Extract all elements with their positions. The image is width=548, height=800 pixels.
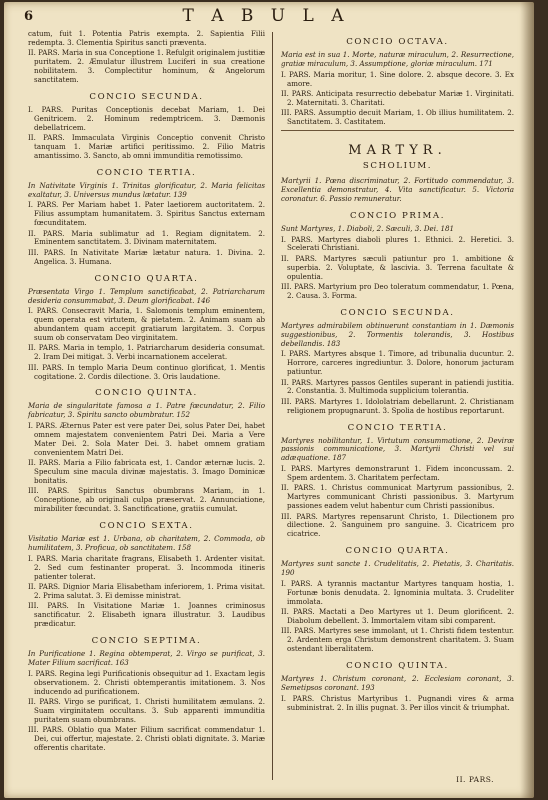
concio-section (281, 661, 514, 713)
page-header (18, 6, 514, 28)
concio-theme: Martyres admirabilem obtinuerunt constantiam in 1. Dæmonis suggestionibus, 2. Tormentis tolerandis, 3. Hostibus debellandis. 183 (281, 320, 514, 348)
pars-paragraph: I. PARS. Maria charitate fragrans, Elisabeth 1. Ardenter visitat. 2. Sed cum festinanter properat. 3. Incommoda itineris patienter tolerat. (28, 553, 265, 581)
scholium-theme: Martyrii 1. Pœna discriminatur, 2. Fortitudo commendatur, 3. Excellentia demonstratur, 4. Vita sanctificatur. 5. Victoria coronatur. 6. Passio remuneratur. (281, 175, 514, 203)
martyr-heading: MARTYR. (348, 143, 447, 159)
concio-title: CONCIO SECUNDA. (340, 307, 455, 318)
concio-title: CONCIO SECUNDA. (89, 91, 204, 102)
right-sections (281, 211, 514, 713)
pars-paragraph: III. PARS. Oblatio qua Mater Filium sacrificat commendatur 1. Dei, cui offertur, majestate. 2. Christi oblati dignitate. 3. Mariæ offerentis charitate. (28, 724, 265, 752)
pars-paragraph: I. PARS. Consecravit Maria, 1. Salomonis templum eminentem, quem operata est virtutem, & pietatem. 2. Animam suam ab abundantem quam accepit gratiarum largitatem. 3. Corpus suum ob conservatam Deo virginitatem. (28, 306, 265, 343)
concio-title: CONCIO SEPTIMA. (91, 635, 202, 646)
pars-paragraph: I. PARS. Regina legi Purificationis obsequitur ad 1. Exactam legis observationem. 2. Christi obtemperantis imitationem. 3. Nos inducendo ad purificationem. (28, 668, 265, 696)
right-top-sections (281, 37, 514, 127)
page-title: T A B U L A (182, 6, 350, 26)
pars-paragraph: I. PARS. Maria moritur, 1. Sine dolore. 2. absque decore. 3. Ex amore. (281, 69, 514, 88)
pars-paragraph: II. PARS. Martyres passos Gentiles superant in patiendi justitia. 2. Constantia. 3. Multimoda supplicium tolerantia. (281, 377, 514, 396)
pars-paragraph: I. PARS. Christus Martyribus 1. Pugnandi vires & arma subministrat. 2. In illis pugnat. 3. Per illos vincit & triumphat. (281, 693, 514, 712)
concio-title: CONCIO PRIMA. (349, 210, 446, 221)
pars-paragraph: I. PARS. A tyrannis mactantur Martyres tanquam hostia, 1. Fortunæ bonis denudata. 2. Ignominia multata. 3. Crudeliter immolata. (281, 579, 514, 606)
pars-paragraph: II. PARS. Maria sublimatur ad 1. Regiam dignitatem. 2. Eminentem sanctitatem. 3. Divinam maternitatem. (28, 228, 265, 247)
concio-section (281, 211, 514, 301)
pars-paragraph: II. PARS. 1. Christus communicat Martyrum passionibus, 2. Martyres communicant Christi passionibus. 3. Martyrum passiones eadem velut habentur cum Christi passionibus. (281, 483, 514, 511)
concio-theme: Martyres sunt sancte 1. Crudelitatis, 2. Pietatis, 3. Charitatis. 190 (281, 559, 514, 578)
concio-title: CONCIO TERTIA. (96, 167, 197, 178)
concio-title: CONCIO OCTAVA. (346, 37, 449, 47)
scholium-heading: SCHOLIUM. (362, 161, 433, 172)
concio-section (281, 423, 514, 540)
page-gutter-shadow (520, 2, 534, 798)
concio-theme: Maria de singularitate famosa a 1. Patre fœcundatur, 2. Filio fabricatur, 3. Spiritu sancto obumbratur. 152 (28, 401, 265, 420)
concio-section (28, 92, 265, 161)
pars-paragraph: II. PARS. Mactati a Deo Martyres ut 1. Deum glorificent. 2. Diabolum debellent. 3. Immortalem vitam sibi comparent. (281, 607, 514, 626)
pars-paragraph: I. PARS. Per Mariam habet 1. Pater laetiorem auctoritatem. 2. Filius assumptam humanitatem. 3. Spiritus Sanctus externam fœcunditatem. (28, 200, 265, 228)
left-intro (28, 30, 265, 85)
pars-paragraph: I. PARS. Martyres absque 1. Timore, ad tribunalia ducuntur. 2. Horrore, carceres ingrediuntur. 3. Dolore, honorum jacturam patiuntur. (281, 349, 514, 377)
pars-paragraph: II. PARS. Maria a Filio fabricata est, 1. Candor æternæ lucis. 2. Speculum sine macula divinæ majestatis. 3. Imago Dominicæ bonitatis. (28, 458, 265, 486)
left-column (28, 30, 265, 754)
pars-paragraph: II. PARS. Maria in templo, 1. Patriarcharum desideria consumat. 2. Iram Dei mitigat. 3. Verbi incarnationem accelerat. (28, 343, 265, 362)
concio-title: CONCIO QUINTA. (95, 388, 198, 399)
concio-title: CONCIO QUINTA. (346, 661, 449, 672)
pars-paragraph: II. PARS. Virgo se purificat, 1. Christi humilitatem æmulans. 2. Suam virginitatem occultans. 3. Sub apparenti immunditia puritatem suam obumbrans. (28, 696, 265, 724)
concio-theme: Martyres 1. Christum coronant, 2. Ecclesiam coronant, 3. Semetipsos coronant. 193 (281, 674, 514, 693)
concio-theme: Maria est in sua 1. Morte, naturæ miraculum, 2. Resurrectione, gratiæ miraculum, 3. Assumptione, gloriæ miraculum. 171 (281, 50, 514, 68)
column-divider (272, 32, 273, 780)
concio-title: CONCIO SEXTA. (99, 521, 194, 532)
concio-theme: Martyres nobilitantur, 1. Virtutum consummatione, 2. Deviræ passionis communicatione, 3. Martyrii Christi vel sui adæquatione. 187 (281, 435, 514, 463)
page-number: 6 (24, 9, 34, 24)
concio-theme: In Nativitate Virginis 1. Trinitas glorificatur, 2. Maria felicitas exaltatur, 3. Universus mundus lætatur. 139 (28, 180, 265, 199)
concio-title: CONCIO TERTIA. (347, 422, 448, 433)
pars-paragraph: III. PARS. Martyres 1. Idololatriam debellarunt. 2. Christianam religionem propugnarunt. 3. Spolia de hostibus reportarunt. (281, 396, 514, 415)
pars-paragraph: I. PARS. Martyres diaboli plures 1. Ethnici. 2. Heretici. 3. Scelerati Christiani. (281, 234, 514, 253)
pars-paragraph: II. PARS. Immaculata Virginis Conceptio convenit Christo tanquam 1. Mariæ artifici peritissimo. 2. Filio Matris amantissimo. 3. Sancto, ab omni immunditia remotissimo. (28, 132, 265, 160)
section-rule (281, 130, 514, 131)
right-column (281, 30, 514, 714)
pars-paragraph: I. PARS. Martyres demonstrarunt 1. Fidem inconcussam. 2. Spem ardentem. 3. Charitatem perfectam. (281, 464, 514, 483)
book-page (4, 2, 534, 798)
concio-theme: In Purificatione 1. Regina obtemperat, 2. Virgo se purificat, 3. Mater Filium sacrificat. 163 (28, 648, 265, 667)
concio-section (28, 636, 265, 753)
concio-section (28, 521, 265, 629)
pars-paragraph: III. PARS. In Nativitate Mariæ lætatur natura. 1. Divina. 2. Angelica. 3. Humana. (28, 247, 265, 266)
concio-theme: Visitatio Mariæ est 1. Urbana, ob charitatem, 2. Commoda, ob humilitatem, 3. Proficua, ob sanctitatem. 158 (28, 534, 265, 552)
concio-section (281, 546, 514, 654)
pars-paragraph: III. PARS. Martyres sese immolant, ut 1. Christi fidem testentur. 2. Ardentem erga Christum demonstrent charitatem. 3. Suam ostendant liberalitatem. (281, 626, 514, 654)
pars-paragraph: II. PARS. Dignior Maria Elisabetham inferiorem, 1. Prima visitat. 2. Prima salutat. 3. Ei demisse ministrat. (28, 582, 265, 600)
intro-paragraph: II. PARS. Maria in sua Conceptione 1. Refulgit originalem justitiæ puritatem. 2. Æmulatur illustrem Luciferi in sua creatione nobilitatem. 3. Complectitur hominum, & Angelorum sanctitatem. (28, 48, 265, 84)
concio-section (28, 388, 265, 514)
concio-section (281, 37, 514, 127)
pars-paragraph: II. PARS. Martyres sæculi patiuntur pro 1. ambitione & superbia. 2. Voluptate, & lascivia. 3. Terrena facultate & opulentia. (281, 253, 514, 281)
pars-paragraph: III. PARS. In templo Maria Deum continuo glorificat, 1. Mentis cogitatione. 2. Cordis dilectione. 3. Oris laudatione. (28, 362, 265, 381)
concio-title: CONCIO QUARTA. (345, 546, 450, 557)
concio-section (28, 274, 265, 382)
pars-paragraph: III. PARS. Martyrium pro Deo toleratum commendatur, 1. Pœna, 2. Causa. 3. Forma. (281, 281, 514, 300)
concio-section (281, 308, 514, 416)
intro-paragraph: catum, fuit 1. Potentia Patris exempta. 2. Sapientia Filii redempta. 3. Clementia Spiritus sancti præventa. (28, 29, 265, 47)
pars-paragraph: II. PARS. Anticipata resurrectio debebatur Mariæ 1. Virginitati. 2. Maternitati. 3. Charitati. (281, 89, 514, 107)
pars-paragraph: III. PARS. In Visitatione Mariæ 1. Joannes criminosus sanctificatur. 2. Elisabeth ignara illustratur. 3. Laudibus prædicatur. (28, 601, 265, 629)
concio-theme: Præsentata Virgo 1. Templum sanctificabat, 2. Patriarcharum desideria consummabat, 3. Deum glorificabat. 146 (28, 286, 265, 305)
pars-paragraph: I. PARS. Æternus Pater est vere pater Dei, solus Pater Dei, habet omnem majestatem convenientem Patri Dei. Maria a Vere Mater Dei. 2. Sola Mater Dei. 3. habet omnem gratiam convenientem Matri Dei. (28, 421, 265, 457)
pars-paragraph: III. PARS. Spiritus Sanctus obumbrans Mariam, in 1. Conceptione, ab originali culpa præservat. 2. Annunciatione, mirabiliter fœcundat. 3. Sanctificatione, gratiis cumulat. (28, 486, 265, 514)
pars-paragraph: III. PARS. Assumptio decuit Mariam, 1. Ob illius humilitatem. 2. Sanctitatem. 3. Castitatem. (281, 108, 514, 127)
pars-paragraph: III. PARS. Martyres repensarunt Christo, 1. Dilectionem pro dilectione. 2. Sanguinem pro sanguine. 3. Cicatricem pro cicatrice. (281, 511, 514, 539)
pars-paragraph: I. PARS. Puritas Conceptionis decebat Mariam, 1. Dei Genitricem. 2. Hominum redemptricem. 3. Dæmonis debellatricem. (28, 104, 265, 132)
catchword: II. PARS. (456, 775, 494, 784)
concio-title: CONCIO QUARTA. (94, 273, 199, 284)
left-sections (28, 92, 265, 753)
concio-section (28, 168, 265, 267)
concio-theme: Sunt Martyres, 1. Diaboli, 2. Sæculi, 3. Dei. 181 (281, 223, 455, 233)
